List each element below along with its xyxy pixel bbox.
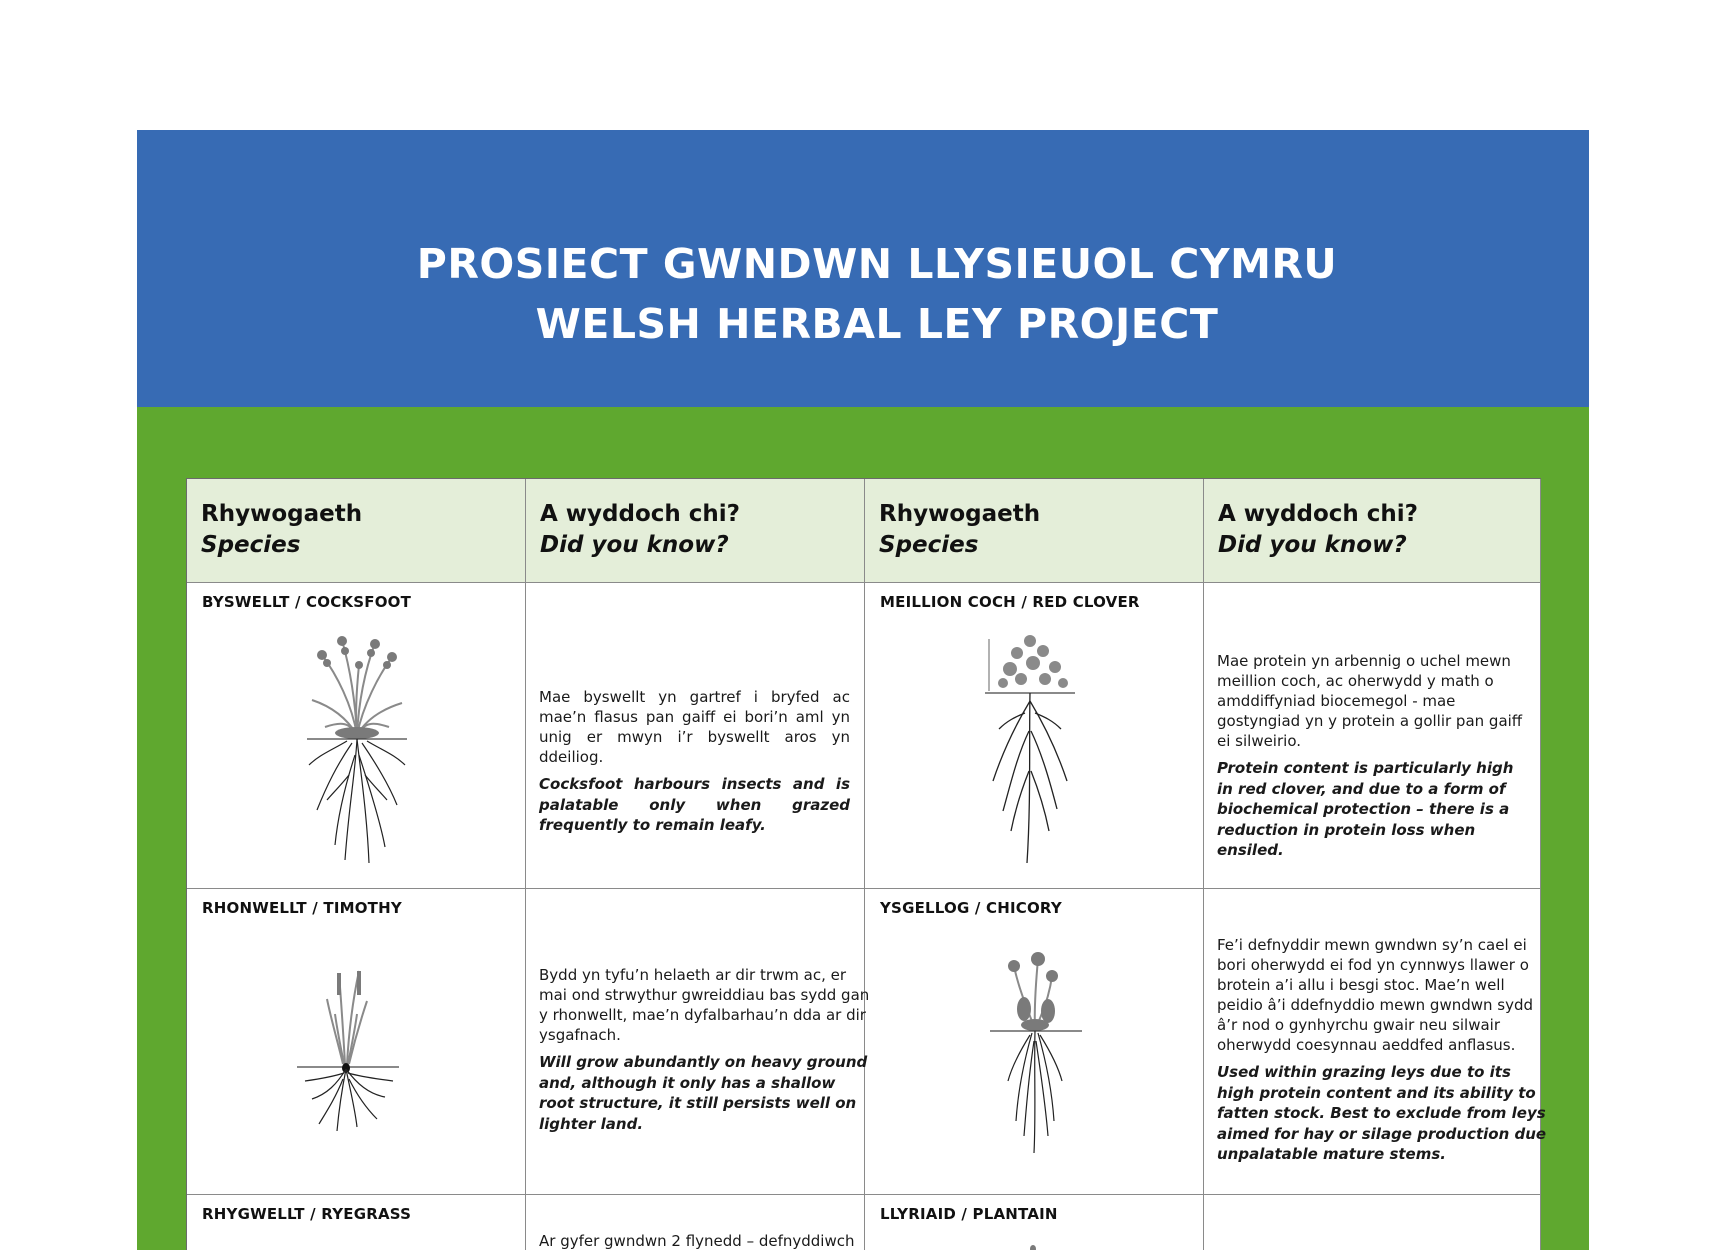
species-name: LLYRIAID / PLANTAIN [880, 1205, 1058, 1223]
species-name: RHYGWELLT / RYEGRASS [202, 1205, 412, 1223]
header-didyouknow-left [526, 479, 865, 583]
fact-text-ryegrass [539, 1231, 874, 1250]
header-species-right [865, 479, 1204, 583]
cocksfoot-plant-icon [297, 635, 417, 865]
species-name: BYSWELLT / COCKSFOOT [202, 593, 412, 611]
fact-cell-red-clover [1204, 583, 1541, 889]
timothy-plant-icon [297, 969, 407, 1134]
fact-english: Cocksfoot harbours insects and is palatable only when grazed frequently to remain leafy. [539, 775, 850, 834]
fact-english: Protein content is particularly high in red clover, and due to a form of biochemical protection – there is a reduction in protein loss when ensiled. [1217, 759, 1514, 859]
fact-english: Will grow abundantly on heavy ground and, although it only has a shallow root structure, it still persists well on lighter land. [539, 1053, 868, 1133]
plantain-plant-icon [1015, 1245, 1045, 1250]
header-didyouknow-en: Did you know? [540, 532, 729, 558]
fact-cell-chicory [1204, 889, 1547, 1195]
fact-welsh: Bydd yn tyfu’n helaeth ar dir trwm ac, er mai ond strwythur gwreiddiau bas sydd gan y rhonwellt, mae’n dyfalbarhau’n dda ar dir ysgafnach. [539, 966, 870, 1044]
fact-text-chicory [1217, 935, 1550, 1165]
header-species-cy: Rhywogaeth [201, 501, 363, 527]
species-name: MEILLION COCH / RED CLOVER [880, 593, 1140, 611]
header-didyouknow-right [1204, 479, 1541, 583]
species-name: RHONWELLT / TIMOTHY [202, 899, 402, 917]
header-species-left [187, 479, 526, 583]
species-cell-ryegrass [187, 1195, 526, 1250]
fact-welsh: Mae byswellt yn gartref i bryfed ac mae’n flasus pan gaiff ei bori’n aml yn unig er mwyn i’r byswellt aros yn ddeiliog. [539, 688, 850, 766]
fact-text-cocksfoot [539, 687, 850, 836]
species-cell-cocksfoot [187, 583, 526, 889]
header-didyouknow-cy: A wyddoch chi? [1218, 501, 1419, 527]
fact-cell-ryegrass [526, 1195, 865, 1250]
species-name: YSGELLOG / CHICORY [880, 899, 1062, 917]
header-didyouknow-en: Did you know? [1218, 532, 1407, 558]
species-cell-red-clover [865, 583, 1204, 889]
species-table [186, 478, 1547, 1250]
header-didyouknow-cy: A wyddoch chi? [540, 501, 741, 527]
header-species-en: Species [879, 532, 979, 558]
header-species-en: Species [201, 532, 301, 558]
species-cell-chicory [865, 889, 1204, 1195]
title-english: WELSH HERBAL LEY PROJECT [535, 300, 1219, 348]
fact-english: Used within grazing leys due to its high protein content and its ability to fatten stock. Best to exclude from leys aimed for hay or silage production due unpalatable mature stems. [1217, 1063, 1547, 1163]
red-clover-plant-icon [985, 631, 1085, 867]
fact-welsh: Mae protein yn arbennig o uchel mewn meillion coch, ac oherwydd y math o amddiffyniad biocemegol - mae gostyngiad yn y protein a gollir pan gaiff ei silweirio. [1217, 652, 1523, 750]
species-cell-plantain [865, 1195, 1204, 1250]
fact-text-red-clover [1217, 651, 1526, 861]
fact-welsh: Ar gyfer gwndwn 2 flynedd – defnyddiwch [539, 1232, 855, 1250]
chicory-plant-icon [990, 951, 1085, 1156]
fact-welsh: Fe’i defnyddir mewn gwndwn sy’n cael ei bori oherwydd ei fod yn cynnwys llawer o brotein a’i allu i besgi stoc. Mae’n well peidio â’i ddefnyddio mewn gwndwn sydd â’r nod o gynhyrchu gwair neu silwair oherwydd coesynnau aeddfed anflasus. [1217, 936, 1534, 1054]
header-species-cy: Rhywogaeth [879, 501, 1041, 527]
fact-cell-timothy [526, 889, 870, 1195]
fact-cell-plantain [1204, 1195, 1541, 1250]
fact-cell-cocksfoot [526, 583, 865, 889]
poster [137, 130, 1589, 1250]
header-banner [137, 130, 1589, 407]
species-cell-timothy [187, 889, 526, 1195]
title-welsh: PROSIECT GWNDWN LLYSIEUOL CYMRU [416, 240, 1338, 288]
fact-text-timothy [539, 965, 874, 1134]
